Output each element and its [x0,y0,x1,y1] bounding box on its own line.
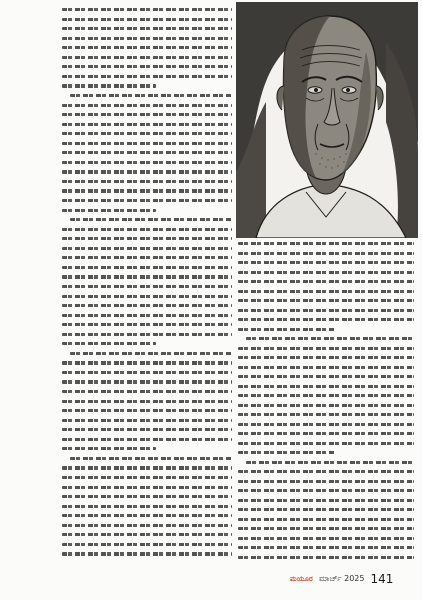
text-line [62,142,232,145]
text-line [62,132,232,135]
text-line [238,375,414,378]
text-line [62,237,232,240]
publication-logo: ಮಯೂರ [290,574,313,583]
text-line [70,94,232,97]
text-line [62,46,232,49]
article-text-right-column [238,242,414,566]
text-line [246,337,414,340]
issue-date: ಮಾರ್ಚ್ 2025 [318,574,365,583]
text-line [62,189,232,192]
text-line [238,480,414,483]
text-line [62,333,232,336]
page-footer [290,570,393,588]
text-line [62,161,232,164]
text-line [62,495,232,498]
page-number: 141 [370,572,394,586]
text-line [238,347,414,350]
text-line [62,27,232,30]
text-line [62,390,232,393]
text-line [238,394,414,397]
text-line [62,275,232,278]
text-line [238,252,414,255]
text-line [62,228,232,231]
text-line [238,537,414,540]
text-line [62,447,156,450]
article-text-left-column [62,8,232,568]
text-line [238,404,414,407]
text-line [62,84,156,87]
text-line [238,489,414,492]
text-line [62,428,232,431]
text-line [62,285,232,288]
text-line [62,123,232,126]
text-line [238,261,414,264]
text-line [70,457,232,460]
text-line [62,56,232,59]
text-line [238,508,414,511]
text-line [62,342,156,345]
text-line [62,409,232,412]
text-line [238,470,414,473]
text-line [238,385,414,388]
text-line [238,556,414,559]
text-line [238,366,414,369]
text-line [238,413,414,416]
text-line [62,170,232,173]
text-line [62,514,232,517]
text-line [238,423,414,426]
text-line [62,371,232,374]
text-line [62,180,232,183]
text-line [238,299,414,302]
text-line [62,476,232,479]
text-line [246,461,414,464]
text-line [62,113,232,116]
portrait-illustration [236,2,418,238]
text-line [238,527,414,530]
text-line [62,209,156,212]
text-line [62,314,232,317]
text-line [62,419,232,422]
text-line [62,552,232,555]
text-line [238,290,414,293]
text-line [62,256,232,259]
text-line [62,266,232,269]
text-line [238,546,414,549]
text-line [62,18,232,21]
text-line [62,533,232,536]
text-line [62,505,232,508]
text-line [62,380,232,383]
text-line [62,323,232,326]
text-line [238,318,414,321]
text-line [238,432,414,435]
text-line [62,37,232,40]
text-line [238,356,414,359]
text-line [62,361,232,364]
text-line [238,442,414,445]
text-line [62,524,232,527]
text-line [62,247,232,250]
text-line [238,271,414,274]
text-line [70,352,232,355]
text-line [62,199,232,202]
text-line [62,65,232,68]
text-line [62,400,232,403]
text-line [238,518,414,521]
text-line [62,104,232,107]
text-line [238,328,335,331]
text-line [238,280,414,283]
text-line [70,218,232,221]
text-line [62,304,232,307]
text-line [62,295,232,298]
text-line [62,151,232,154]
text-line [238,499,414,502]
text-line [62,543,232,546]
text-line [62,75,232,78]
text-line [62,438,232,441]
text-line [238,309,414,312]
text-line [62,486,232,489]
text-line [62,466,232,469]
text-line [62,8,232,11]
text-line [238,451,335,454]
text-line [238,242,414,245]
